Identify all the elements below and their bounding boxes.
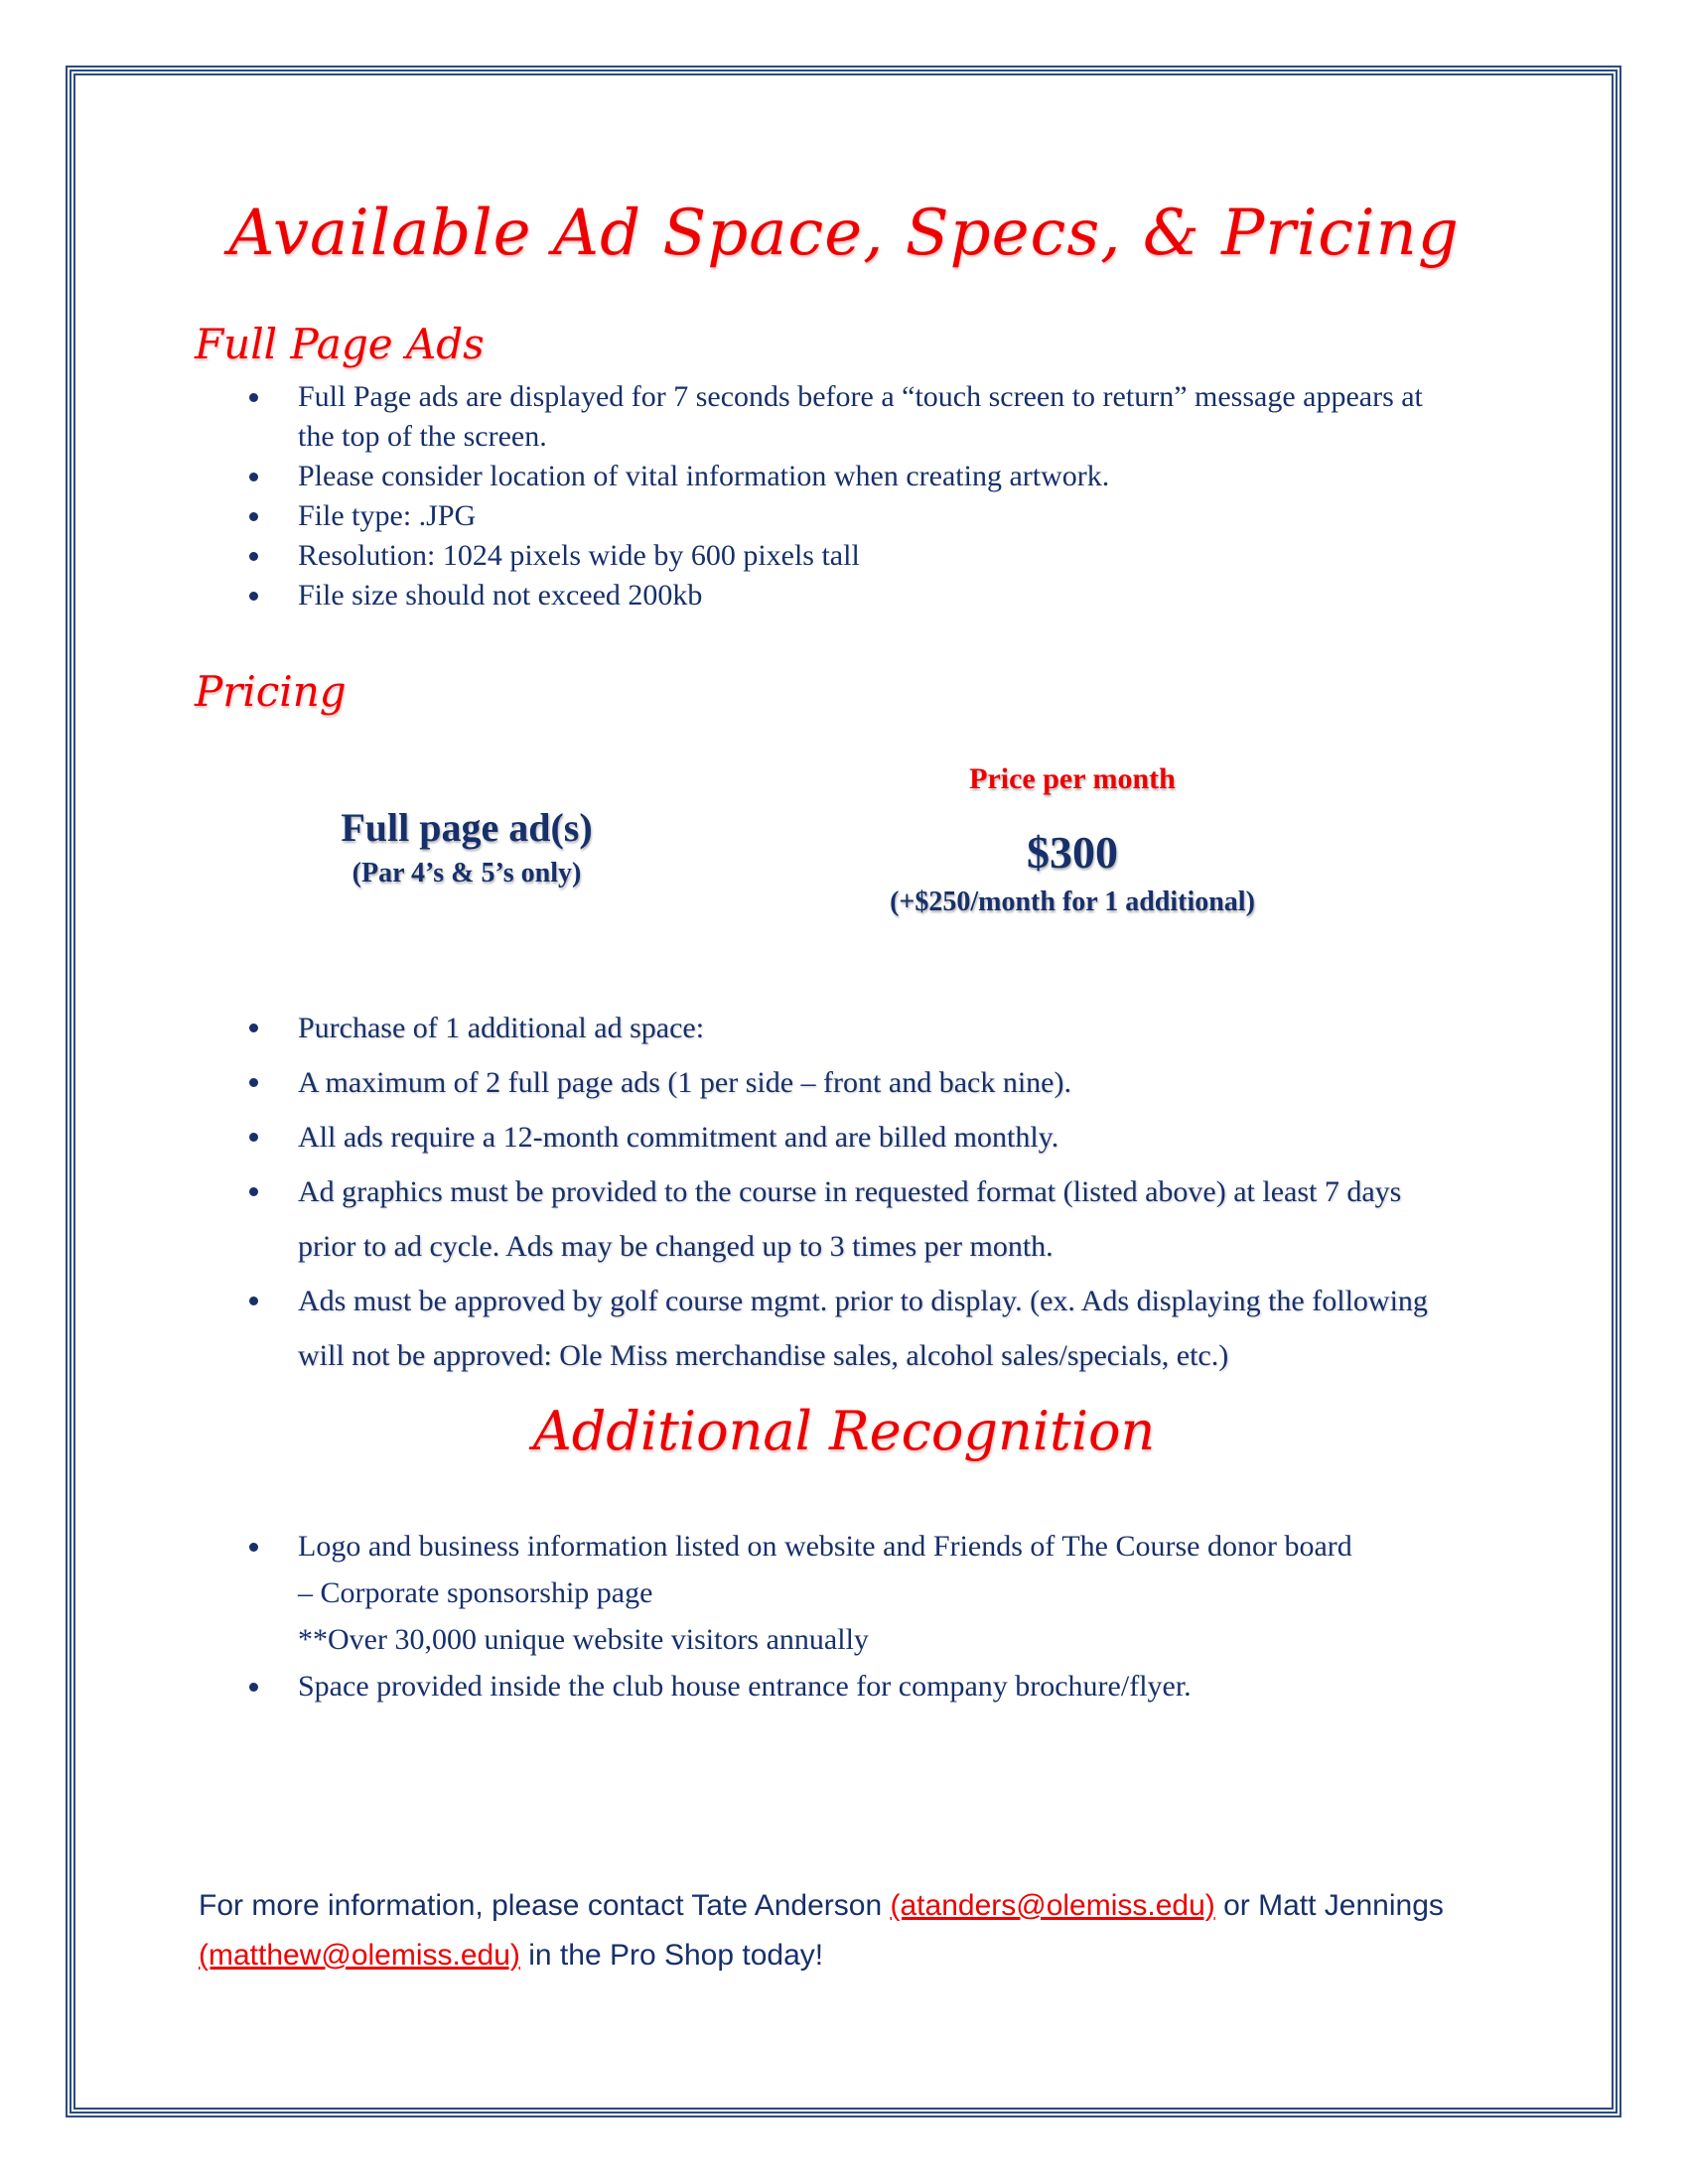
- list-item: File type: .JPG: [0, 496, 1450, 536]
- section-heading-pricing: Pricing: [195, 667, 347, 716]
- section-heading-full-page-ads: Full Page Ads: [195, 320, 485, 368]
- pricing-price: [824, 759, 1321, 922]
- full-page-ads-list: [0, 377, 1450, 615]
- list-item: File size should not exceed 200kb: [0, 576, 1450, 615]
- recognition-note: **Over 30,000 unique website visitors annually: [298, 1623, 869, 1656]
- section-heading-additional-recognition: Additional Recognition: [532, 1400, 1156, 1462]
- email-link-matt[interactable]: (matthew@olemiss.edu): [199, 1939, 520, 1972]
- product-label: Full page ad(s): [341, 805, 593, 850]
- list-item: All ads require a 12-month commitment and are billed monthly.: [0, 1110, 1450, 1164]
- list-item: Purchase of 1 additional ad space:: [0, 1001, 1450, 1055]
- recognition-line: Logo and business information listed on website and Friends of The Course donor board: [298, 1530, 1352, 1563]
- list-item: A maximum of 2 full page ads (1 per side – front and back nine).: [0, 1055, 1450, 1110]
- email-link-tate[interactable]: (atanders@olemiss.edu): [890, 1889, 1215, 1922]
- footer-text: in the Pro Shop today!: [519, 1939, 824, 1972]
- list-item: Space provided inside the club house entrance for company brochure/flyer.: [0, 1663, 1450, 1709]
- footer-text: For more information, please contact Tate Anderson: [199, 1889, 891, 1922]
- pricing-product: [268, 802, 665, 893]
- list-item: Ad graphics must be provided to the course in requested format (listed above) at least 7 days prior to ad cycle. Ads may be changed up to 3 times per month.: [0, 1164, 1450, 1274]
- footer-text: or Matt Jennings: [1214, 1889, 1444, 1922]
- recognition-list: [0, 1523, 1450, 1709]
- price-header: Price per month: [969, 762, 1176, 795]
- page-title: Available Ad Space, Specs, & Pricing: [228, 197, 1460, 270]
- recognition-line: – Corporate sponsorship page: [298, 1576, 653, 1609]
- list-item: Full Page ads are displayed for 7 seconds before a “touch screen to return” message appears at the top of the screen.: [0, 377, 1450, 457]
- price-value: $300: [1027, 827, 1118, 878]
- list-item: Please consider location of vital information when creating artwork.: [0, 457, 1450, 496]
- list-item: Ads must be approved by golf course mgmt. prior to display. (ex. Ads displaying the following will not be approved: Ole Miss merchandise sales, alcohol sales/specials, etc.): [0, 1274, 1450, 1383]
- contact-footer: [199, 1881, 1489, 1980]
- pricing-terms-list: [0, 1001, 1450, 1383]
- price-note: (+$250/month for 1 additional): [890, 887, 1255, 917]
- list-item: Resolution: 1024 pixels wide by 600 pixels tall: [0, 536, 1450, 576]
- product-note: (Par 4’s & 5’s only): [352, 858, 582, 888]
- list-item: [0, 1523, 1450, 1663]
